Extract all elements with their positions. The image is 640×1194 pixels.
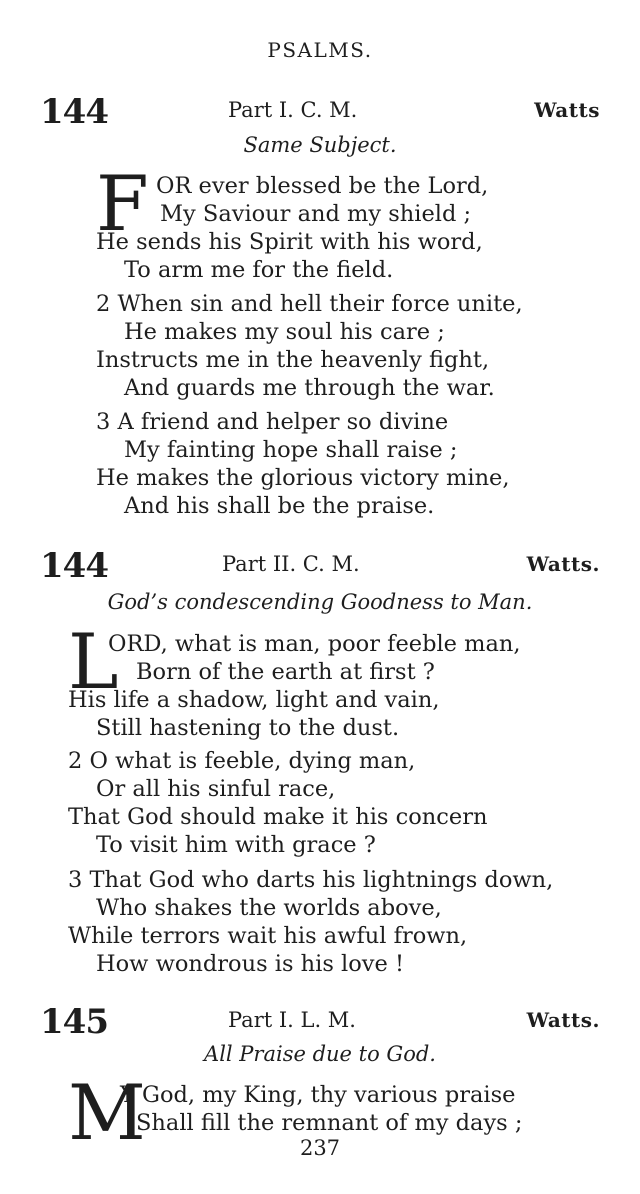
verse-1 [96, 159, 489, 284]
drop-cap: F [96, 159, 149, 248]
hymn-author: Watts. [526, 1008, 600, 1032]
verse-line: Instructs me in the heavenly fight, [96, 347, 490, 373]
hymn-header [0, 546, 640, 586]
verse-line: My fainting hope shall raise ; [124, 437, 458, 463]
hymn-meter: Part II. C. M. [222, 552, 360, 576]
hymn-subject: Same Subject. [243, 133, 397, 157]
verse-line: That God who darts his lightnings down, [89, 867, 554, 893]
verse-number: 3 [68, 867, 83, 893]
verse-line: Still hastening to the dust. [96, 715, 400, 741]
verse-line: And guards me through the war. [124, 375, 495, 401]
verse-line: He makes my soul his care ; [124, 319, 445, 345]
drop-cap: L [68, 617, 119, 706]
verse-line: While terrors wait his awful frown, [68, 923, 468, 949]
verse-line: O what is feeble, dying man, [89, 748, 416, 774]
verse-line: Who shakes the worlds above, [96, 895, 442, 921]
verse-line: He sends his Spirit with his word, [96, 229, 483, 255]
running-head: PSALMS. [267, 38, 373, 62]
drop-cap: M [68, 1068, 146, 1157]
verse-line: Shall fill the remnant of my days ; [136, 1110, 523, 1136]
verse-line: And his shall be the praise. [124, 493, 435, 519]
verse-line: Or all his sinful race, [96, 776, 336, 802]
verse-line: OR ever blessed be the Lord, [156, 173, 489, 199]
verse-line: How wondrous is his love ! [96, 951, 405, 977]
verse-line: To arm me for the field. [124, 257, 394, 283]
verse-line: My Saviour and my shield ; [160, 201, 472, 227]
verse-3 [96, 408, 510, 520]
hymn-number: 144 [40, 92, 108, 132]
hymn-author: Watts. [526, 552, 600, 576]
verse-number: 2 [68, 748, 83, 774]
hymn-subject: All Praise due to God. [204, 1042, 436, 1066]
hymn-header [0, 1002, 640, 1042]
verse-line: A friend and helper so divine [117, 409, 449, 435]
hymn-number: 145 [40, 1002, 108, 1042]
hymn-subject: God’s condescending Goodness to Man. [107, 590, 533, 614]
hymn-meter: Part I. C. M. [228, 98, 358, 122]
verse-line: He makes the glorious victory mine, [96, 465, 510, 491]
hymn-number: 144 [40, 546, 108, 586]
verse-line: ORD, what is man, poor feeble man, [108, 631, 521, 657]
verse-2 [68, 747, 487, 859]
verse-line: His life a shadow, light and vain, [68, 687, 440, 713]
hymn-author: Watts [534, 98, 600, 122]
verse-3 [68, 866, 553, 978]
verse-line: When sin and hell their force unite, [117, 291, 523, 317]
verse-2 [96, 290, 523, 402]
verse-line: Born of the earth at first ? [136, 659, 435, 685]
hymn-meter: Part I. L. M. [228, 1008, 356, 1032]
verse-line: That God should make it his concern [68, 804, 488, 830]
verse-number: 2 [96, 291, 111, 317]
hymn-header [0, 92, 640, 132]
verse-line: To visit him with grace ? [96, 832, 376, 858]
verse-number: 3 [96, 409, 111, 435]
verse-1 [68, 617, 521, 742]
page-number: 237 [299, 1136, 341, 1160]
verse-line: Y God, my King, thy various praise [120, 1082, 516, 1108]
